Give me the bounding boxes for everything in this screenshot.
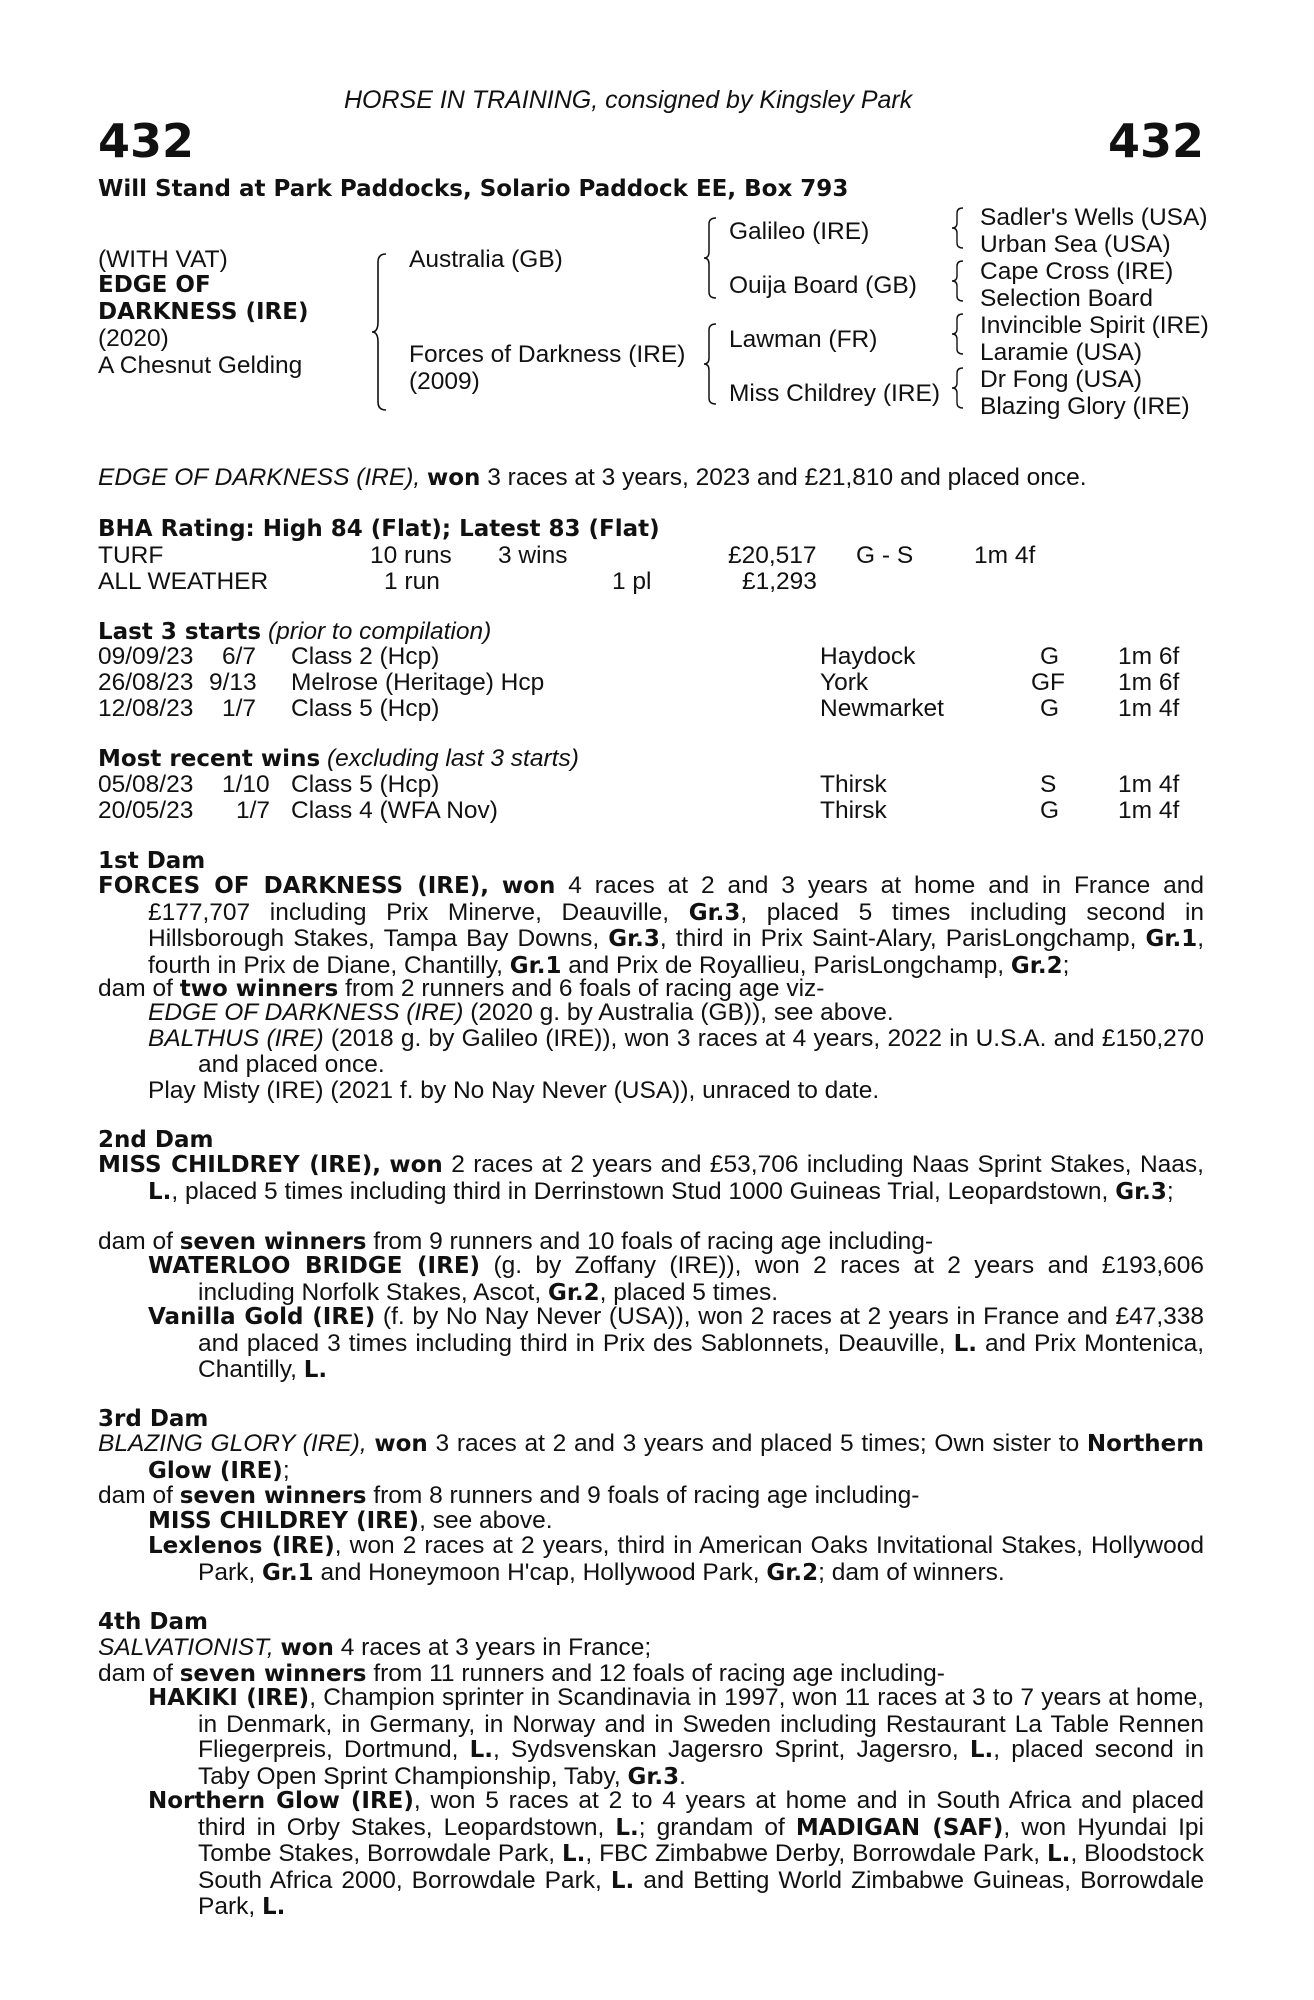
dam-of-text: dam of [98, 1228, 173, 1255]
dam-of-text: from 8 runners and 9 foals of racing age including- [373, 1482, 920, 1509]
recent-wins-note: (excluding last 3 starts) [326, 745, 579, 772]
produce-text: . [679, 1762, 686, 1790]
record-text: , placed 5 times including third in Derrinstown Stud 1000 Guineas Trial, Leopardstown, [171, 1177, 1109, 1205]
produce-text: , Sydsvenskan Jagersro Sprint, Jagersro, [493, 1736, 959, 1764]
dam-of-text: dam of [98, 1482, 173, 1509]
produce-text: (g. by Zoffany (IRE)), won 2 races at 2 years and £193,606 including Norfolk Stakes, Ascot, [198, 1252, 1205, 1306]
listed-grade: L. [953, 1330, 978, 1357]
won-label: won [374, 1431, 428, 1457]
grandchild-name: MADIGAN (SAF) [795, 1814, 1004, 1841]
pedigree-sss: Sadler's Wells (USA) [980, 204, 1208, 231]
summary-horse-name: EDGE OF DARKNESS (IRE), [98, 464, 421, 491]
horse-year: (2020) [98, 325, 169, 352]
dam1-heading: 1st Dam [98, 848, 206, 874]
produce-text: and Prix Montenica, Chantilly, [198, 1329, 1205, 1384]
pedigree-brace-gen1 [372, 252, 392, 412]
dam-of-text: dam of [98, 1660, 173, 1687]
race-course: Thirsk [820, 771, 887, 798]
produce-text: and Honeymoon H'cap, Hollywood Park, [320, 1558, 760, 1586]
recent-win-row [98, 771, 1198, 797]
dam-name: FORCES OF DARKNESS (IRE), [98, 873, 489, 899]
race-course: York [820, 669, 869, 696]
pedigree-sdd: Selection Board [980, 285, 1153, 312]
race-summary [98, 464, 1087, 492]
dam2-heading: 2nd Dam [98, 1127, 214, 1153]
produce-text: (2020 g. by Australia (GB)), see above. [470, 999, 894, 1026]
record-text: and Prix de Royallieu, ParisLongchamp, [568, 951, 1005, 979]
rating-going: G - S [856, 542, 914, 569]
horse-name-line1: EDGE OF [98, 272, 211, 298]
rating-prize: £20,517 [728, 542, 817, 569]
winners-count: seven winners [179, 1483, 367, 1509]
lot-number-right: 432 [1107, 114, 1204, 168]
race-course: Thirsk [820, 797, 887, 824]
summary-won: won [427, 465, 481, 491]
record-text: 4 races at 3 years in France; [340, 1634, 652, 1661]
race-going: G [1040, 643, 1060, 670]
winners-count: seven winners [179, 1229, 367, 1255]
produce-text: , see above. [419, 1507, 553, 1534]
race-class: Class 2 (Hcp) [291, 643, 440, 670]
race-class: Melrose (Heritage) Hcp [291, 669, 545, 696]
race-date: 05/08/23 [98, 771, 194, 798]
listed-grade: L. [969, 1737, 994, 1764]
produce-name: Lexlenos (IRE) [148, 1533, 335, 1559]
dam1-record [98, 873, 1204, 979]
dam4-record [98, 1634, 651, 1662]
rating-placed: 1 pl [612, 568, 652, 595]
rating-row-turf [98, 542, 1198, 568]
pedigree-brace-dd [952, 366, 966, 410]
dam-of-text: from 2 runners and 6 foals of racing age viz- [345, 975, 825, 1002]
dam1-produce-2 [148, 1026, 1204, 1077]
produce-text: (2018 g. by Galileo (IRE)), won 3 races at 4 years, 2022 in U.S.A. and £150,270 and placed once. [198, 1025, 1205, 1078]
rating-runs: 10 runs [370, 542, 452, 569]
stand-location: Will Stand at Park Paddocks, Solario Paddock EE, Box 793 [98, 176, 849, 202]
listed-grade: L. [303, 1357, 328, 1384]
produce-text: , won 2 races at 2 years, third in American Oaks Invitational Stakes, Hollywood Park, [198, 1532, 1205, 1586]
vat-note: (WITH VAT) [98, 246, 228, 273]
race-going: GF [1031, 669, 1066, 696]
group-grade: Gr.3 [608, 926, 660, 953]
pedigree-sire-dam: Ouija Board (GB) [729, 272, 917, 299]
dam3-record [98, 1431, 1204, 1484]
produce-text: , placed 5 times. [599, 1278, 779, 1306]
dam3-produce-summary [98, 1482, 919, 1510]
race-going: S [1040, 771, 1057, 798]
dam3-heading: 3rd Dam [98, 1406, 209, 1432]
race-position: 1/7 [222, 695, 257, 722]
group-grade: Gr.2 [547, 1279, 600, 1306]
produce-name: HAKIKI (IRE) [148, 1685, 310, 1711]
race-distance: 1m 4f [1118, 695, 1180, 722]
horse-description: A Chesnut Gelding [98, 352, 303, 379]
group-grade: Gr.1 [509, 952, 562, 979]
rating-surface: TURF [98, 542, 164, 569]
recent-win-row [98, 797, 1198, 823]
pedigree-sire: Australia (GB) [409, 246, 563, 273]
produce-name: MISS CHILDREY (IRE) [148, 1508, 420, 1534]
produce-name: BALTHUS (IRE) [148, 1025, 324, 1052]
pedigree-dam: Forces of Darkness (IRE) [409, 341, 686, 368]
dam-of-text: from 9 runners and 10 foals of racing age including- [373, 1228, 934, 1255]
race-course: Haydock [820, 643, 916, 670]
race-course: Newmarket [820, 695, 944, 722]
pedigree-dam-year: (2009) [409, 368, 480, 395]
won-label: won [389, 1152, 443, 1178]
dam-name: MISS CHILDREY (IRE), [98, 1152, 381, 1178]
race-position: 1/10 [222, 771, 270, 798]
rating-row-all-weather [98, 568, 1198, 594]
dam1-produce-1 [148, 1000, 1204, 1026]
listed-grade: L. [610, 1867, 635, 1894]
pedigree-brace-sd [952, 259, 966, 303]
race-class: Class 5 (Hcp) [291, 771, 440, 798]
race-distance: 1m 6f [1118, 643, 1180, 670]
race-position: 6/7 [222, 643, 257, 670]
race-going: G [1040, 797, 1060, 824]
group-grade: Gr.1 [262, 1559, 314, 1586]
pedigree-brace-ss [952, 206, 966, 250]
race-class: Class 5 (Hcp) [291, 695, 440, 722]
listed-grade: L. [148, 1178, 172, 1205]
pedigree-sire-sire: Galileo (IRE) [729, 218, 870, 245]
listed-grade: L. [615, 1814, 639, 1841]
group-grade: Gr.3 [688, 899, 741, 926]
pedigree-brace-dam [704, 322, 720, 406]
recent-wins-title: Most recent wins [98, 746, 321, 772]
pedigree-ddd: Blazing Glory (IRE) [980, 393, 1190, 420]
rating-surface: ALL WEATHER [98, 568, 269, 595]
dam1-produce-3: Play Misty (IRE) (2021 f. by No Nay Never (USA)), unraced to date. [148, 1077, 880, 1104]
race-distance: 1m 4f [1118, 771, 1180, 798]
won-label: won [280, 1635, 334, 1661]
dam3-produce-2 [148, 1533, 1204, 1586]
record-text: 4 races at 2 and 3 years at home and in France and £177,707 including Prix Minerve, Deauville, [148, 872, 1205, 926]
produce-text: ; grandam of [638, 1813, 785, 1841]
produce-text: , Champion sprinter in Scandinavia in 1997, won 11 races at 3 to 7 years at home, in Denmark, in Germany, in Norway and in Sweden including Restaurant La Table Rennen Fliegerpreis, Dortmund, [198, 1684, 1204, 1764]
race-distance: 1m 6f [1118, 669, 1180, 696]
listed-grade: L. [262, 1894, 286, 1921]
dam3-produce-1 [148, 1507, 553, 1535]
produce-text: , won Hyundai Ipi Tombe Stakes, Borrowdale Park, [198, 1813, 1204, 1868]
consignment-line: HORSE IN TRAINING, consigned by Kingsley Park [344, 86, 913, 114]
pedigree-dsd: Laramie (USA) [980, 339, 1143, 366]
dam4-heading: 4th Dam [98, 1609, 208, 1635]
winners-count: seven winners [179, 1661, 367, 1687]
listed-grade: L. [561, 1841, 586, 1868]
dam2-produce-1 [148, 1253, 1204, 1306]
won-label: won [501, 873, 556, 899]
group-grade: Gr.1 [1145, 926, 1198, 953]
record-text: , fourth in Prix de Diane, Chantilly, [148, 925, 1205, 979]
record-text: ; [282, 1456, 290, 1484]
record-text: ; [1062, 951, 1070, 979]
last-start-row [98, 669, 1198, 695]
group-grade: Gr.3 [627, 1763, 680, 1790]
group-grade: Gr.3 [1115, 1178, 1167, 1205]
dam2-produce-2 [148, 1304, 1204, 1384]
race-date: 26/08/23 [98, 669, 194, 696]
race-distance: 1m 4f [1118, 797, 1180, 824]
group-grade: Gr.2 [1010, 952, 1063, 979]
race-date: 20/05/23 [98, 797, 194, 824]
pedigree-dam-dam: Miss Childrey (IRE) [729, 380, 940, 407]
record-text: , placed 5 times including second in Hillsborough Stakes, Tampa Bay Downs, [148, 898, 1205, 953]
produce-text: , FBC Zimbabwe Derby, Borrowdale Park, [585, 1840, 1041, 1868]
listed-grade: L. [469, 1737, 494, 1764]
produce-text: , won 5 races at 2 to 4 years at home and in South Africa and placed third in Orby Stakes, Leopardstown, [198, 1787, 1204, 1841]
last-start-row [98, 695, 1198, 721]
produce-text: ; dam of winners. [818, 1558, 1005, 1586]
last-start-row [98, 643, 1198, 669]
last-starts-title: Last 3 starts [98, 619, 262, 645]
race-position: 1/7 [236, 797, 271, 824]
produce-text: (f. by No Nay Never (USA)), won 2 races at 2 years in France and £47,338 and placed 3 times including third in Prix des Sablonnets, Deauville, [198, 1303, 1205, 1357]
dam-of-text: from 11 runners and 12 foals of racing age including- [373, 1660, 945, 1687]
summary-text: 3 races at 3 years, 2023 and £21,810 and placed once. [487, 464, 1087, 491]
listed-grade: L. [1047, 1841, 1071, 1868]
rating-wins: 3 wins [498, 542, 568, 569]
race-going: G [1040, 695, 1060, 722]
pedigree-sds: Cape Cross (IRE) [980, 258, 1174, 285]
pedigree-ssd: Urban Sea (USA) [980, 231, 1171, 258]
last-starts-heading [98, 618, 491, 646]
recent-wins-heading [98, 745, 579, 773]
sister-name: Northern Glow (IRE) [148, 1431, 1204, 1484]
produce-name: Vanilla Gold (IRE) [148, 1304, 376, 1330]
last-starts-note: (prior to compilation) [267, 618, 492, 645]
rating-runs: 1 run [384, 568, 440, 595]
horse-name-line2: DARKNESS (IRE) [98, 299, 309, 325]
lot-number-left: 432 [98, 114, 195, 168]
rating-prize: £1,293 [742, 568, 817, 595]
produce-text: , placed second in Taby Open Sprint Championship, Taby, [198, 1736, 1204, 1790]
race-date: 09/09/23 [98, 643, 194, 670]
rating-distance: 1m 4f [974, 542, 1036, 569]
pedigree-dam-sire: Lawman (FR) [729, 326, 878, 353]
record-text: ; [1166, 1177, 1174, 1205]
record-text: 3 races at 2 and 3 years and placed 5 times; Own sister to [435, 1430, 1080, 1457]
pedigree-dss: Invincible Spirit (IRE) [980, 312, 1209, 339]
dam-name: SALVATIONIST, [98, 1634, 274, 1661]
bha-rating-heading: BHA Rating: High 84 (Flat); Latest 83 (Flat) [98, 516, 660, 542]
winners-count: two winners [179, 976, 339, 1002]
race-position: 9/13 [209, 669, 257, 696]
pedigree-dds: Dr Fong (USA) [980, 366, 1143, 393]
produce-text: , Bloodstock South Africa 2000, Borrowdale Park, [198, 1840, 1204, 1894]
race-class: Class 4 (WFA Nov) [291, 797, 498, 824]
pedigree-brace-ds [952, 312, 966, 356]
record-text: 2 races at 2 years and £53,706 including Naas Sprint Stakes, Naas, [451, 1151, 1204, 1178]
record-text: , third in Prix Saint-Alary, ParisLongchamp, [659, 925, 1137, 953]
dam4-produce-1 [148, 1685, 1204, 1790]
dam-of-text: dam of [98, 975, 173, 1002]
dam-name: BLAZING GLORY (IRE), [98, 1430, 367, 1457]
pedigree-brace-sire [704, 216, 720, 300]
race-date: 12/08/23 [98, 695, 194, 722]
group-grade: Gr.2 [766, 1559, 819, 1586]
produce-name: WATERLOO BRIDGE (IRE) [148, 1253, 481, 1279]
dam4-produce-2 [148, 1788, 1204, 1921]
produce-name: Northern Glow (IRE) [148, 1788, 414, 1814]
dam2-record [98, 1152, 1204, 1205]
produce-name: EDGE OF DARKNESS (IRE) [148, 999, 464, 1026]
produce-text: and Betting World Zimbabwe Guineas, Borrowdale Park, [198, 1866, 1205, 1921]
